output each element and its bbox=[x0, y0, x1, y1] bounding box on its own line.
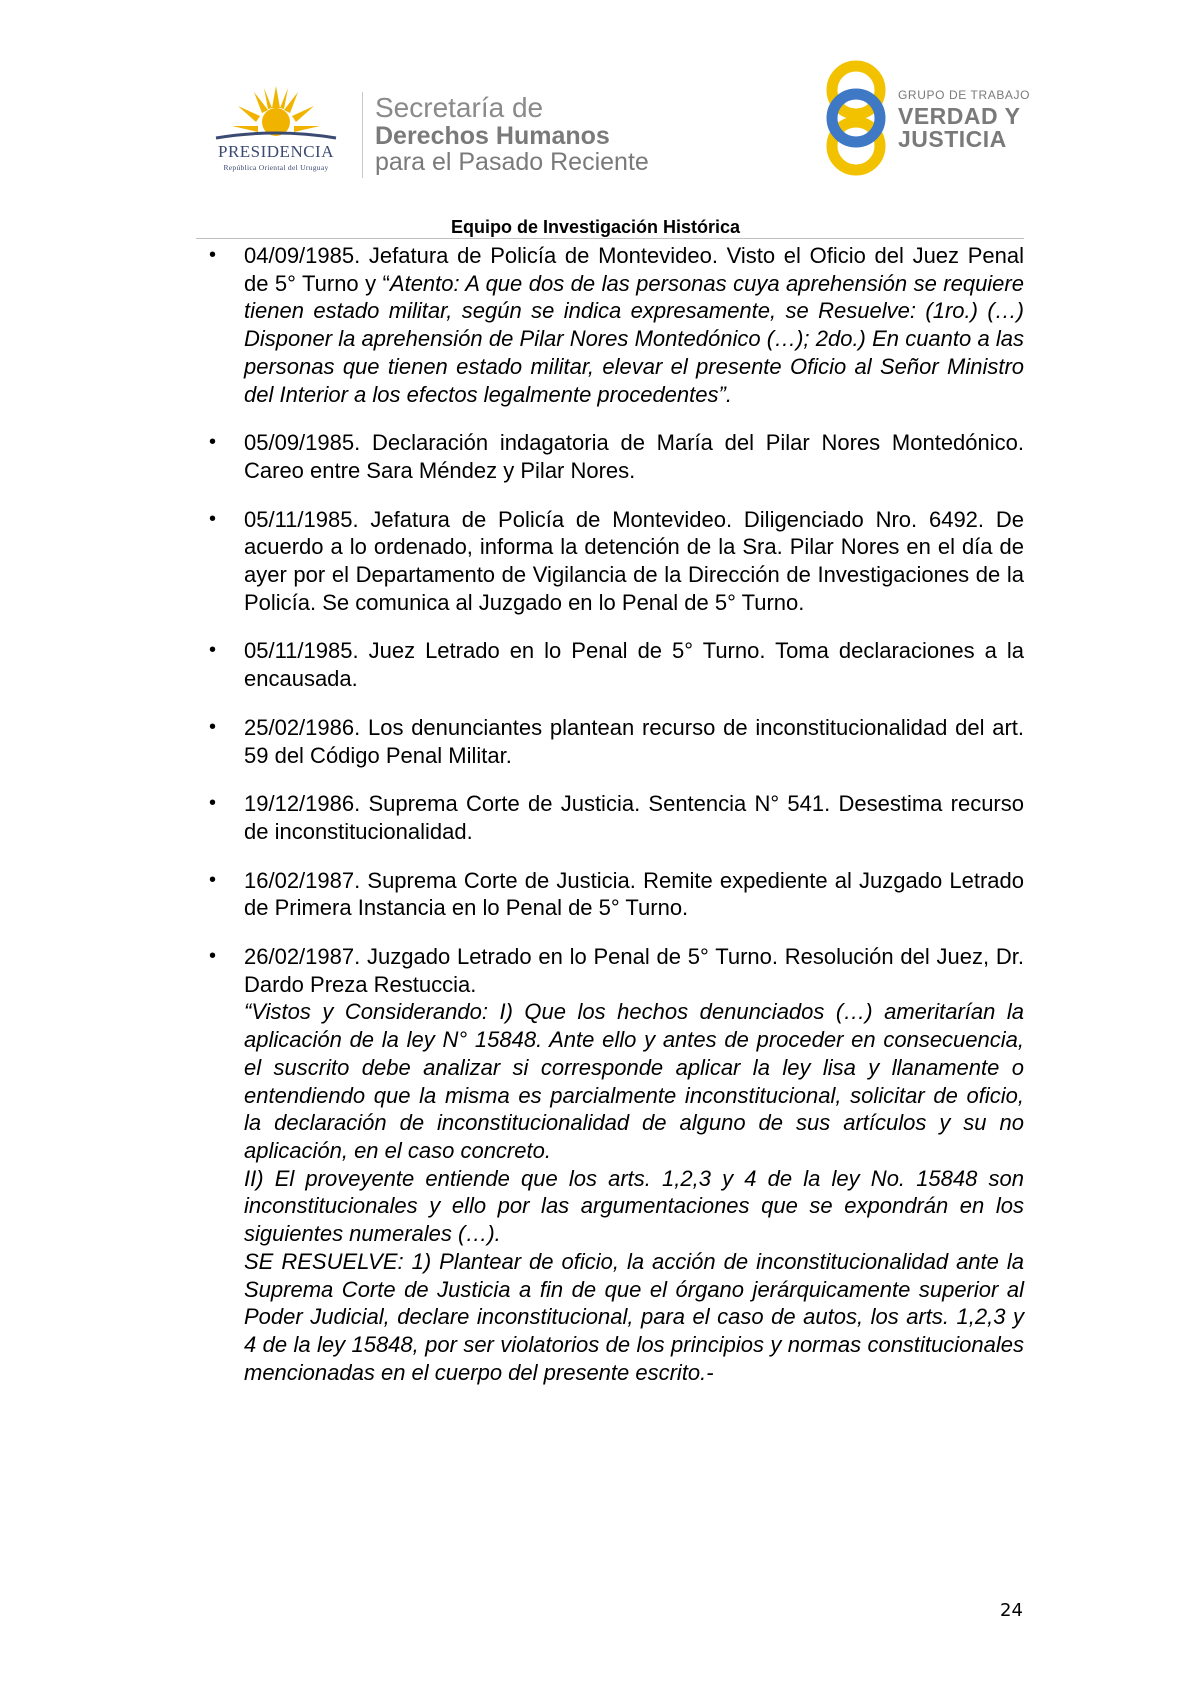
item-text: • 05/11/1985. Jefatura de Policía de Montevideo. Diligenciado Nro. 6492. De acuerdo a lo ordenado, informa la detención de la Sra. Pilar Nores en el día de ayer por el Departamento de Vigilancia de la Dirección de Investigaciones de la Policía. Se comunica al Juzgado en lo Penal de 5° Turno. bbox=[244, 506, 1024, 615]
list-item bbox=[196, 242, 1024, 408]
resolution-quote-3: SE RESUELVE: 1) Plantear de oficio, la acción de inconstitucionalidad ante la Suprema Corte de Justicia a fin de que el órgano jerárquicamente superior al Poder Judicial, declare inconstitucional, para el caso de autos, los arts. 1,2,3 y 4 de la ley 15848, por ser violatorios de los principios y normas constitucionales mencionadas en el cuerpo del presente escrito.- bbox=[244, 1248, 1024, 1385]
document-body bbox=[196, 242, 1024, 1407]
list-item bbox=[196, 506, 1024, 617]
grupo-line-2: VERDAD Y bbox=[898, 103, 1021, 129]
grupo-line-1: GRUPO DE TRABAJO bbox=[898, 88, 1031, 102]
page-header bbox=[0, 0, 1191, 240]
list-item bbox=[196, 790, 1024, 845]
item-text: • 05/09/1985. Declaración indagatoria de María del Pilar Nores Montedónico. Careo entre Sara Méndez y Pilar Nores. bbox=[244, 430, 1024, 483]
item-text: • 26/02/1987. Juzgado Letrado en lo Penal de 5° Turno. Resolución del Juez, Dr. Dardo Preza Restuccia. bbox=[244, 944, 1024, 997]
resolution-quote-1: “Vistos y Considerando: I) Que los hechos denunciados (…) ameritarían la aplicación de la ley N° 15848. Ante ello y antes de proceder en consecuencia, el suscrito debe analizar si corresponde aplicar la ley lisa y llanamente o entendiendo que la misma es parcialmente inconstitucional, solicitar de oficio, la declaración de inconstitucionalidad de alguno de sus artículos y su no aplicación, en el caso concreto. bbox=[244, 999, 1024, 1163]
item-text: • 16/02/1987. Suprema Corte de Justicia. Remite expediente al Juzgado Letrado de Primera Instancia en lo Penal de 5° Turno. bbox=[244, 867, 1024, 921]
secretaria-line-2: Derechos Humanos bbox=[375, 122, 610, 150]
resolution-quote-2: II) El proveyente entiende que los arts. 1,2,3 y 4 de la ley No. 15848 son inconstitucionales y ello por las argumentaciones que se expondrán en los siguientes numerales (…). bbox=[244, 1165, 1024, 1247]
page-number: 24 bbox=[1000, 1600, 1023, 1621]
item-quote: Atento: A que dos de las personas cuya aprehensión se requiere tienen estado militar, según se indica expresamente, se Resuelve: (1ro.) (…) Disponer la aprehensión de Pilar Nores Montedónico (…); 2do.) En cuanto a las personas que tienen estado militar, elevar el presente Oficio al Señor Ministro del Interior a los efectos legalmente procedentes”. bbox=[244, 270, 1024, 407]
list-item bbox=[196, 714, 1024, 769]
verdad-justicia-rings-logo bbox=[820, 54, 892, 182]
item-text: • 19/12/1986. Suprema Corte de Justicia. Sentencia N° 541. Desestima recurso de inconstitucionalidad. bbox=[244, 791, 1024, 844]
list-item bbox=[196, 429, 1024, 484]
list-item bbox=[196, 943, 1024, 1386]
grupo-line-3: JUSTICIA bbox=[898, 126, 1007, 152]
presidencia-subtitle: República Oriental del Uruguay bbox=[223, 163, 329, 172]
secretaria-line-1: Secretaría de bbox=[375, 92, 544, 123]
header-divider bbox=[362, 92, 363, 178]
item-text: 04/09/1985. Jefatura de Policía de Montevideo. Visto el Oficio del Juez Penal de 5° Turno y “ bbox=[244, 243, 1024, 296]
list-item bbox=[196, 867, 1024, 922]
team-title: Equipo de Investigación Histórica bbox=[450, 217, 741, 237]
presidencia-name: PRESIDENCIA bbox=[217, 142, 334, 161]
list-item bbox=[196, 637, 1024, 692]
secretaria-line-3: para el Pasado Reciente bbox=[375, 148, 649, 176]
item-text: • 25/02/1986. Los denunciantes plantean recurso de inconstitucionalidad del art. 59 del Código Penal Militar. bbox=[244, 714, 1024, 768]
item-text: • 05/11/1985. Juez Letrado en lo Penal de 5° Turno. Toma declaraciones a la encausada. bbox=[244, 638, 1024, 692]
header-rule bbox=[196, 238, 1024, 239]
